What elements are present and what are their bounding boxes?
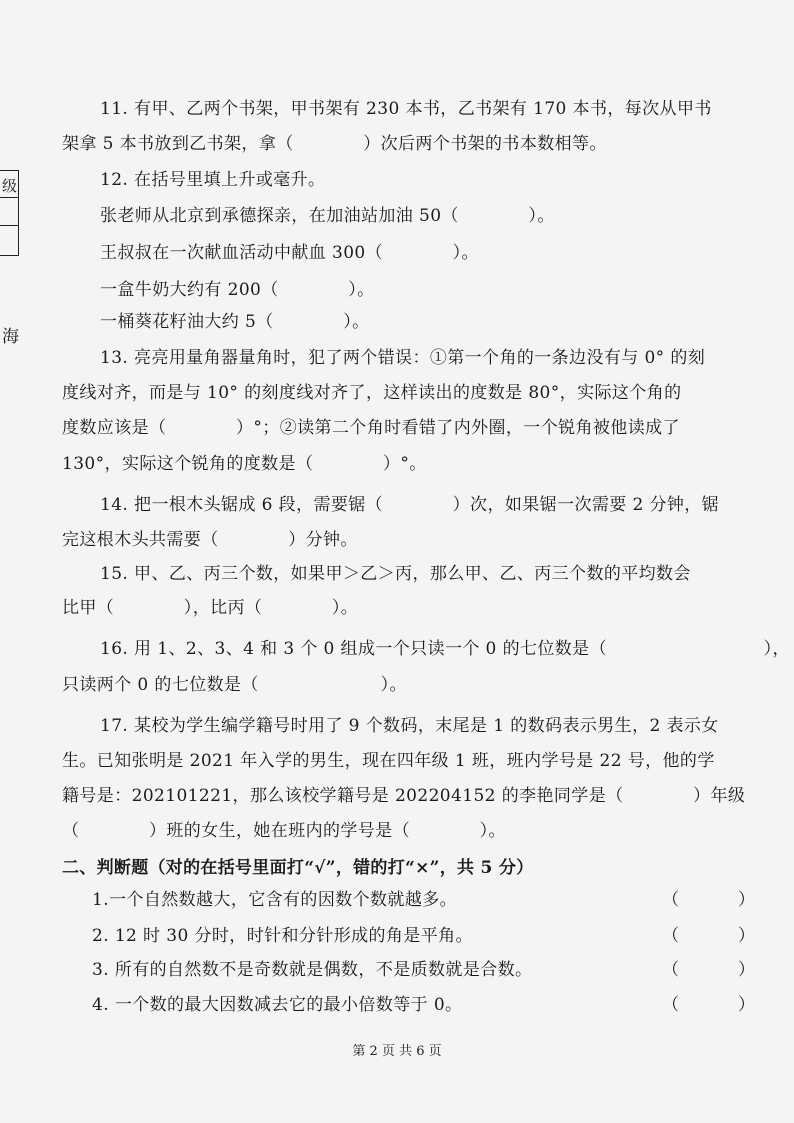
q17-line4: （ ）班的女生，她在班内的学号是（ ）。 (62, 821, 506, 841)
q14-line2: 完这根木头共需要（ ）分钟。 (62, 530, 358, 550)
judge-item-1-text: 1.一个自然数越大，它含有的因数个数就越多。 (92, 890, 458, 910)
judge-item-3-text: 3. 所有的自然数不是奇数就是偶数，不是质数就是合数。 (92, 960, 533, 980)
binding-margin-box (0, 170, 19, 256)
q13-line4: 130°，实际这个锐角的度数是（ ）°。 (62, 454, 427, 474)
q12-title: 12. 在括号里填上升或毫升。 (100, 170, 326, 190)
q13-line1: 13. 亮亮用量角器量角时，犯了两个错误：①第一个角的一条边没有与 0° 的刻 (100, 348, 706, 368)
q12-item-3: 一盒牛奶大约有 200（ ）。 (100, 280, 375, 300)
section2-title: 二、判断题（对的在括号里面打“√”，错的打“×”，共 5 分） (62, 858, 534, 878)
q14-line1: 14. 把一根木头锯成 6 段，需要锯（ ）次，如果锯一次需要 2 分钟，锯 (100, 495, 720, 515)
q17-line3: 籍号是：202101221，那么该校学籍号是 202204152 的李艳同学是（ ）年级 (62, 786, 746, 806)
q12-item-1: 张老师从北京到承德探亲，在加油站加油 50（ ）。 (100, 206, 555, 226)
judge-item-4-answer[interactable]: （ ） (662, 995, 757, 1015)
judge-item-3-answer[interactable]: （ ） (662, 960, 757, 980)
judge-item-2-answer[interactable]: （ ） (662, 926, 757, 946)
q13-line3: 度数应该是（ ）°；②读第二个角时看错了内外圈，一个锐角被他读成了 (62, 418, 680, 438)
q15-line1: 15. 甲、乙、丙三个数，如果甲＞乙＞丙，那么甲、乙、丙三个数的平均数会 (100, 564, 691, 584)
q12-item-4: 一桶葵花籽油大约 5（ ）。 (100, 312, 370, 332)
judge-item-1-answer[interactable]: （ ） (662, 890, 757, 910)
judge-item-4-text: 4. 一个数的最大因数减去它的最小倍数等于 0。 (92, 995, 463, 1015)
q17-line1: 17. 某校为学生编学籍号时用了 9 个数码，末尾是 1 的数码表示男生，2 表示女 (100, 716, 719, 736)
page-footer: 第 2 页 共 6 页 (352, 1044, 442, 1059)
q16-line1: 16. 用 1、2、3、4 和 3 个 0 组成一个只读一个 0 的七位数是（ ）， (100, 639, 790, 659)
q15-line2: 比甲（ ），比丙（ ）。 (62, 598, 359, 618)
judge-item-2-text: 2. 12 时 30 分时，时针和分针形成的角是平角。 (92, 926, 473, 946)
margin-char-hai: 海 (2, 327, 19, 347)
margin-char-ji: 级 (2, 177, 18, 195)
q12-item-2: 王叔叔在一次献血活动中献血 300（ ）。 (100, 243, 479, 263)
q11-line2: 架拿 5 本书放到乙书架，拿（ ）次后两个书架的书本数相等。 (62, 134, 607, 154)
q11-line1: 11. 有甲、乙两个书架，甲书架有 230 本书，乙书架有 170 本书，每次从甲书 (100, 99, 712, 119)
q16-line2: 只读两个 0 的七位数是（ ）。 (62, 675, 407, 695)
q13-line2: 度线对齐，而是与 10° 的刻度线对齐了，这样读出的度数是 80°，实际这个角的 (62, 383, 682, 403)
q17-line2: 生。已知张明是 2021 年入学的男生，现在四年级 1 班，班内学号是 22 号，他的学 (62, 751, 715, 771)
